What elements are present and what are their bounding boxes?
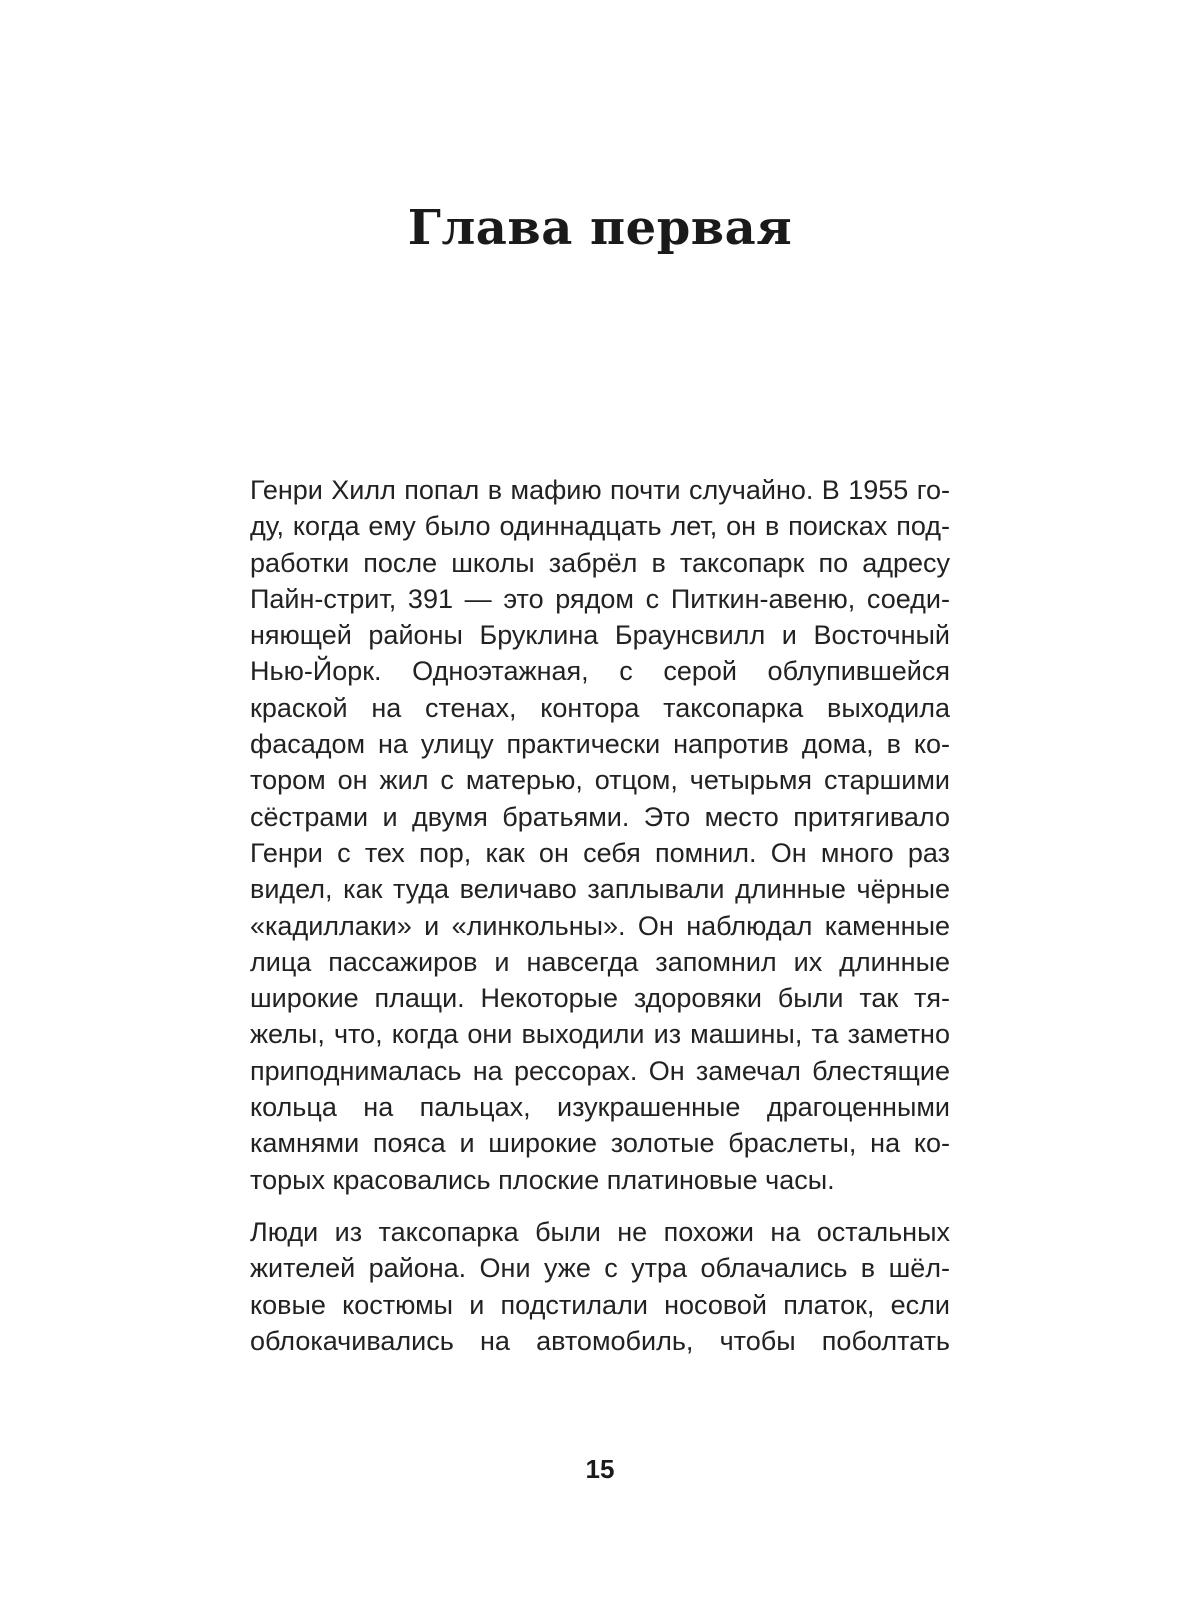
page-number: 15: [585, 1454, 615, 1484]
text-line: Генри с тех пор, как он себя помнил. Он много раз: [250, 837, 950, 868]
paragraph-2: [250, 1214, 950, 1359]
text-line: ду, когда ему было одиннадцать лет, он в поисках под-: [250, 511, 950, 542]
text-line: камнями пояса и широкие золотые браслеты, на ко-: [250, 1128, 950, 1159]
text-line: краской на стенах, контора таксопарка выходила: [250, 692, 950, 723]
body-text: [250, 472, 950, 1359]
text-line: широкие плащи. Некоторые здоровяки были так тя-: [250, 983, 950, 1014]
text-line: сёстрами и двумя братьями. Это место притягивало: [250, 801, 950, 832]
text-line: видел, как туда величаво заплывали длинные чёрные: [250, 874, 950, 905]
paragraph-gap: [250, 1198, 950, 1214]
text-line: фасадом на улицу практически напротив дома, в ко-: [250, 729, 950, 760]
text-line: облокачивались на автомобиль, чтобы поболтать: [250, 1325, 950, 1356]
text-line: няющей районы Бруклина Браунсвилл и Восточный: [250, 620, 950, 651]
text-line: торых красовались плоские платиновые часы.: [250, 1164, 835, 1195]
text-line: Пайн-стрит, 391 — это рядом с Питкин-авеню, соеди-: [250, 583, 950, 614]
text-line: работки после школы забрёл в таксопарк по адресу: [250, 547, 950, 578]
text-line: кольца на пальцах, изукрашенные драгоценными: [250, 1092, 950, 1123]
text-line: желы, что, когда они выходили из машины, та заметно: [250, 1019, 950, 1050]
text-line: Нью-Йорк. Одноэтажная, с серой облупившейся: [250, 656, 950, 687]
text-line: жителей района. Они уже с утра облачались в шёл-: [250, 1253, 950, 1284]
text-line: лица пассажиров и навсегда запомнил их длинные: [250, 946, 950, 977]
text-line: приподнималась на рессорах. Он замечал блестящие: [250, 1055, 950, 1086]
text-line: ковые костюмы и подстилали носовой платок, если: [250, 1289, 950, 1320]
paragraph-1: [250, 472, 950, 1198]
text-line: Люди из таксопарка были не похожи на остальных: [250, 1216, 950, 1247]
text-line: Генри Хилл попал в мафию почти случайно. В 1955 го-: [250, 475, 950, 505]
chapter-title: Глава первая: [407, 200, 793, 256]
text-line: «кадиллаки» и «линкольны». Он наблюдал каменные: [250, 910, 950, 941]
text-line: тором он жил с матерью, отцом, четырьмя старшими: [250, 765, 950, 796]
